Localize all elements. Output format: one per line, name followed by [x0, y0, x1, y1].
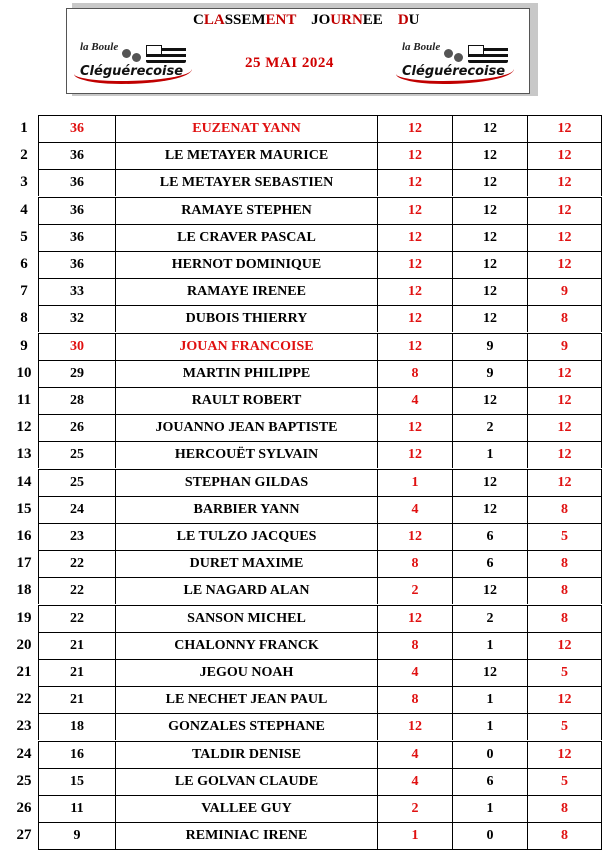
round1-cell: 12	[378, 305, 453, 332]
points-cell: 29	[38, 360, 116, 387]
round2-cell: 12	[453, 197, 528, 224]
points-cell: 28	[38, 387, 116, 414]
table-row	[10, 197, 600, 224]
round2-cell: 12	[453, 659, 528, 686]
round1-cell: 12	[378, 169, 453, 196]
points-cell: 36	[38, 197, 116, 224]
rank-cell: 4	[20, 201, 28, 218]
points-cell: 25	[38, 441, 116, 468]
table-row	[10, 605, 600, 632]
title-fragment: JO	[296, 12, 331, 28]
rank-cell: 1	[20, 120, 28, 136]
rank-cell: 25	[16, 772, 32, 789]
round1-cell: 8	[378, 550, 453, 577]
round3-cell: 12	[528, 360, 602, 387]
round2-cell: 2	[453, 414, 528, 441]
player-name-cell: STEPHAN GILDAS	[116, 469, 378, 496]
points-cell: 22	[38, 605, 116, 632]
player-name-cell: RAMAYE STEPHEN	[116, 197, 378, 224]
points-cell: 36	[38, 251, 116, 278]
round1-cell: 2	[378, 795, 453, 822]
round1-cell: 4	[378, 496, 453, 523]
round3-cell: 12	[528, 632, 602, 659]
table-row	[10, 550, 600, 577]
logo-club-name: Cléguérecoise	[402, 64, 506, 79]
rank-cell: 27	[16, 827, 32, 844]
flag-corner	[468, 45, 484, 55]
player-name-cell: LE CRAVER PASCAL	[116, 224, 378, 251]
table-row	[10, 441, 600, 468]
round2-cell: 12	[453, 469, 528, 496]
player-name-cell: GONZALES STEPHANE	[116, 713, 378, 740]
round2-cell: 6	[453, 768, 528, 795]
table-row	[10, 469, 600, 496]
rank-cell: 7	[20, 283, 28, 300]
table-row	[10, 822, 600, 849]
points-cell: 23	[38, 523, 116, 550]
rank-cell: 6	[20, 256, 28, 272]
rank-cell: 3	[20, 174, 28, 191]
player-name-cell: LE GOLVAN CLAUDE	[116, 768, 378, 795]
table-row	[10, 169, 600, 196]
round3-cell: 8	[528, 305, 602, 332]
club-logo-right	[394, 39, 518, 85]
player-name-cell: RAULT ROBERT	[116, 387, 378, 414]
points-cell: 21	[38, 659, 116, 686]
round2-cell: 12	[453, 224, 528, 251]
round3-cell: 12	[528, 686, 602, 713]
table-row	[10, 632, 600, 659]
event-date: 25 MAI 2024	[245, 55, 334, 71]
player-name-cell: JEGOU NOAH	[116, 659, 378, 686]
points-cell: 16	[38, 741, 116, 768]
round2-cell: 12	[453, 496, 528, 523]
points-cell: 36	[38, 169, 116, 196]
table-row	[10, 142, 600, 169]
title-fragment: SSEM	[224, 12, 266, 28]
player-name-cell: BARBIER YANN	[116, 496, 378, 523]
round1-cell: 12	[378, 414, 453, 441]
title-fragment: URN	[330, 12, 363, 28]
round3-cell: 5	[528, 713, 602, 740]
round3-cell: 8	[528, 577, 602, 604]
round3-cell: 12	[528, 741, 602, 768]
points-cell: 21	[38, 632, 116, 659]
round2-cell: 12	[453, 169, 528, 196]
round2-cell: 9	[453, 360, 528, 387]
player-name-cell: RAMAYE IRENEE	[116, 278, 378, 305]
rank-cell: 5	[20, 228, 28, 245]
round1-cell: 12	[378, 523, 453, 550]
round1-cell: 12	[378, 605, 453, 632]
rank-cell: 14	[16, 473, 32, 490]
table-rule	[38, 849, 602, 850]
round2-cell: 12	[453, 278, 528, 305]
boule-icon	[122, 49, 131, 58]
round3-cell: 12	[528, 142, 602, 169]
logo-club-name: Cléguérecoise	[80, 64, 184, 79]
round1-cell: 12	[378, 197, 453, 224]
rank-cell: 17	[16, 555, 32, 572]
points-cell: 22	[38, 550, 116, 577]
table-row	[10, 795, 600, 822]
round3-cell: 9	[528, 278, 602, 305]
rank-cell: 10	[16, 364, 32, 381]
round3-cell: 8	[528, 605, 602, 632]
rank-cell: 26	[16, 800, 32, 816]
points-cell: 32	[38, 305, 116, 332]
player-name-cell: DURET MAXIME	[116, 550, 378, 577]
rank-cell: 8	[20, 310, 28, 327]
round2-cell: 6	[453, 550, 528, 577]
table-row	[10, 523, 600, 550]
round3-cell: 8	[528, 822, 602, 849]
round1-cell: 12	[378, 115, 453, 142]
round2-cell: 12	[453, 142, 528, 169]
table-row	[10, 387, 600, 414]
club-logo-left	[72, 39, 196, 85]
player-name-cell: HERNOT DOMINIQUE	[116, 251, 378, 278]
title-fragment: U	[408, 12, 420, 28]
round3-cell: 12	[528, 169, 602, 196]
points-cell: 21	[38, 686, 116, 713]
table-row	[10, 768, 600, 795]
rank-cell: 15	[16, 500, 32, 517]
rank-cell: 21	[16, 664, 32, 680]
round1-cell: 4	[378, 741, 453, 768]
points-cell: 22	[38, 577, 116, 604]
round3-cell: 5	[528, 523, 602, 550]
round3-cell: 12	[528, 387, 602, 414]
logo-top-text: la Boule	[402, 41, 441, 53]
points-cell: 11	[38, 795, 116, 822]
rank-cell: 16	[16, 528, 32, 544]
round1-cell: 4	[378, 659, 453, 686]
table-row	[10, 577, 600, 604]
points-cell: 36	[38, 142, 116, 169]
boule-icon	[454, 53, 463, 62]
rank-cell: 12	[16, 419, 32, 436]
rank-cell: 20	[16, 636, 32, 653]
flag-corner	[146, 45, 162, 55]
points-cell: 15	[38, 768, 116, 795]
points-cell: 30	[38, 333, 116, 360]
table-row	[10, 713, 600, 740]
round2-cell: 2	[453, 605, 528, 632]
round2-cell: 0	[453, 741, 528, 768]
round1-cell: 4	[378, 387, 453, 414]
points-cell: 25	[38, 469, 116, 496]
boule-icon	[132, 53, 141, 62]
round2-cell: 1	[453, 686, 528, 713]
player-name-cell: EUZENAT YANN	[116, 115, 378, 142]
rank-cell: 13	[16, 446, 32, 463]
player-name-cell: LE METAYER SEBASTIEN	[116, 169, 378, 196]
round1-cell: 12	[378, 441, 453, 468]
round1-cell: 8	[378, 360, 453, 387]
points-cell: 33	[38, 278, 116, 305]
round3-cell: 12	[528, 414, 602, 441]
table-row	[10, 659, 600, 686]
round2-cell: 1	[453, 441, 528, 468]
round1-cell: 12	[378, 251, 453, 278]
round2-cell: 1	[453, 713, 528, 740]
round1-cell: 2	[378, 577, 453, 604]
player-name-cell: CHALONNY FRANCK	[116, 632, 378, 659]
logo-top-text: la Boule	[80, 41, 119, 53]
player-name-cell: DUBOIS THIERRY	[116, 305, 378, 332]
round3-cell: 12	[528, 197, 602, 224]
round2-cell: 1	[453, 795, 528, 822]
round3-cell: 8	[528, 550, 602, 577]
player-name-cell: VALLEE GUY	[116, 795, 378, 822]
title-fragment: C	[193, 12, 204, 28]
round3-cell: 8	[528, 795, 602, 822]
round2-cell: 12	[453, 115, 528, 142]
round2-cell: 0	[453, 822, 528, 849]
table-row	[10, 305, 600, 332]
rank-cell: 23	[16, 718, 32, 735]
round2-cell: 12	[453, 305, 528, 332]
round1-cell: 12	[378, 224, 453, 251]
round3-cell: 12	[528, 441, 602, 468]
title-fragment: D	[382, 12, 409, 28]
table-row	[10, 251, 600, 278]
round2-cell: 6	[453, 523, 528, 550]
round2-cell: 12	[453, 251, 528, 278]
round1-cell: 8	[378, 686, 453, 713]
points-cell: 36	[38, 224, 116, 251]
rank-cell: 19	[16, 609, 32, 626]
round3-cell: 12	[528, 251, 602, 278]
table-row	[10, 115, 600, 142]
round3-cell: 8	[528, 496, 602, 523]
round1-cell: 4	[378, 768, 453, 795]
table-row	[10, 741, 600, 768]
table-row	[10, 496, 600, 523]
header-box	[66, 8, 530, 94]
title-fragment: LA	[203, 12, 225, 28]
player-name-cell: SANSON MICHEL	[116, 605, 378, 632]
points-cell: 26	[38, 414, 116, 441]
player-name-cell: REMINIAC IRENE	[116, 822, 378, 849]
rank-cell: 18	[16, 582, 32, 599]
round1-cell: 1	[378, 469, 453, 496]
round1-cell: 12	[378, 278, 453, 305]
player-name-cell: TALDIR DENISE	[116, 741, 378, 768]
round1-cell: 12	[378, 713, 453, 740]
rank-cell: 22	[16, 691, 32, 708]
table-row	[10, 333, 600, 360]
page-title	[193, 11, 420, 29]
title-fragment: ENT	[265, 12, 297, 28]
rank-cell: 2	[20, 147, 28, 164]
round2-cell: 1	[453, 632, 528, 659]
rank-cell: 24	[16, 745, 32, 762]
player-name-cell: LE TULZO JACQUES	[116, 523, 378, 550]
round3-cell: 12	[528, 224, 602, 251]
player-name-cell: LE NECHET JEAN PAUL	[116, 686, 378, 713]
player-name-cell: JOUANNO JEAN BAPTISTE	[116, 414, 378, 441]
round3-cell: 5	[528, 768, 602, 795]
round1-cell: 12	[378, 142, 453, 169]
points-cell: 18	[38, 713, 116, 740]
round1-cell: 1	[378, 822, 453, 849]
rank-cell: 11	[16, 392, 32, 408]
points-cell: 9	[38, 822, 116, 849]
round2-cell: 9	[453, 333, 528, 360]
round3-cell: 12	[528, 469, 602, 496]
player-name-cell: HERCOUËT SYLVAIN	[116, 441, 378, 468]
boule-icon	[444, 49, 453, 58]
rank-cell: 9	[20, 337, 28, 354]
round3-cell: 9	[528, 333, 602, 360]
round1-cell: 12	[378, 333, 453, 360]
player-name-cell: LE METAYER MAURICE	[116, 142, 378, 169]
title-fragment: EE	[362, 12, 383, 28]
table-row	[10, 686, 600, 713]
player-name-cell: LE NAGARD ALAN	[116, 577, 378, 604]
table-row	[10, 278, 600, 305]
table-row	[10, 414, 600, 441]
table-row	[10, 224, 600, 251]
table-row	[10, 360, 600, 387]
round2-cell: 12	[453, 387, 528, 414]
player-name-cell: MARTIN PHILIPPE	[116, 360, 378, 387]
player-name-cell: JOUAN FRANCOISE	[116, 333, 378, 360]
round3-cell: 12	[528, 115, 602, 142]
round1-cell: 8	[378, 632, 453, 659]
points-cell: 36	[38, 115, 116, 142]
round3-cell: 5	[528, 659, 602, 686]
round2-cell: 12	[453, 577, 528, 604]
points-cell: 24	[38, 496, 116, 523]
